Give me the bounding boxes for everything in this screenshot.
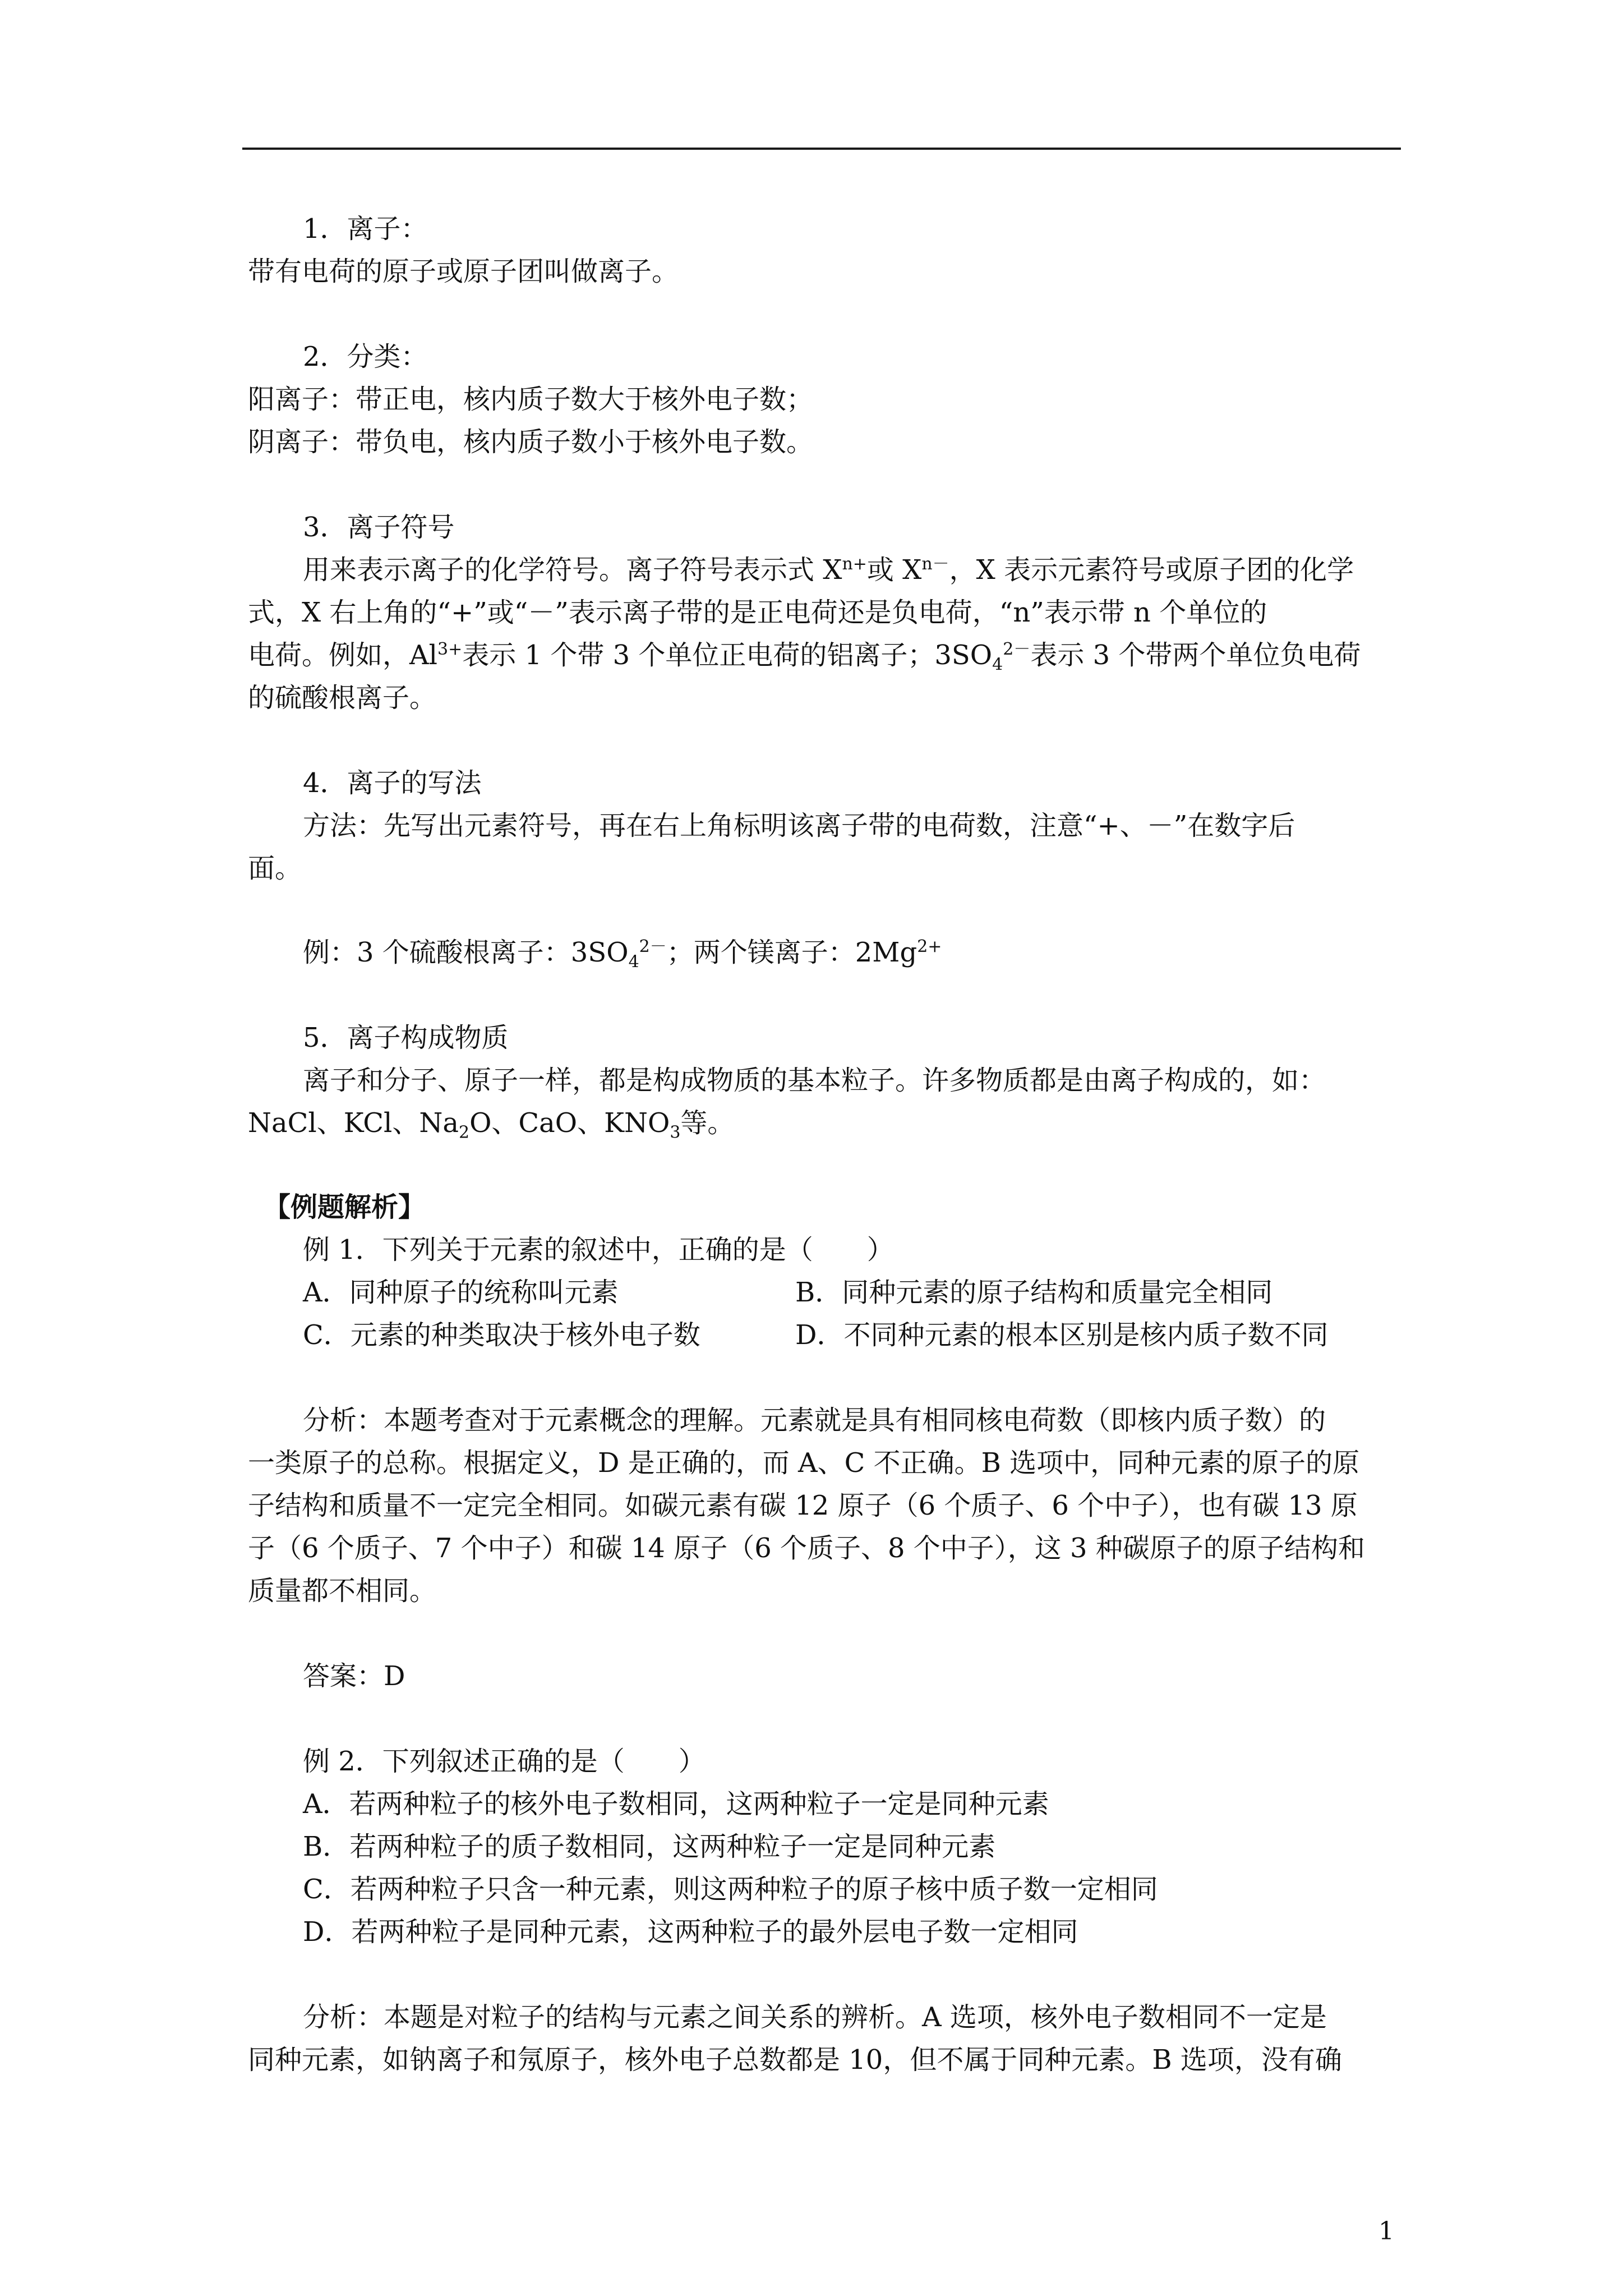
- page-number: 1: [1378, 2217, 1394, 2246]
- example-2-option-b: B．若两种粒子的质子数相同，这两种粒子一定是同种元素: [303, 1831, 996, 1862]
- section-3-line-1: 用来表示离子的化学符号。离子符号表示式 $X^{n+}$或 $X^{n-}$，X 表示元素符号或原子团的化学: [303, 554, 1354, 586]
- section-4-example: 例：3 个硫酸根离子：$3SO_4^{2-}$；两个镁离子：$2Mg^{2+}$: [303, 937, 942, 972]
- example-2-option-d: D．若两种粒子是同种元素，这两种粒子的最外层电子数一定相同: [303, 1916, 1078, 1948]
- example-2-analysis-line-1: 分析：本题是对粒子的结构与元素之间关系的辨析。A 选项，核外电子数相同不一定是: [303, 2001, 1327, 2033]
- section-4-title: 4．离子的写法: [303, 767, 482, 799]
- example-1-answer: 答案：D: [303, 1660, 405, 1692]
- section-5-line-2: NaCl、KCl、$Na_2O$、CaO、$KNO_3$等。: [248, 1107, 735, 1143]
- example-1-option-a: A．同种原子的统称叫元素: [303, 1277, 619, 1308]
- section-3-line-2: 式，X 右上角的“+”或“－”表示离子带的是正电荷还是负电荷，“n”表示带 n 个单位的: [248, 597, 1267, 628]
- section-3-line-3: 电荷。例如，$Al^{3+}$表示 1 个带 3 个单位正电荷的铝离子；$3SO_4^{2-}$表示 3 个带两个单位负电荷: [248, 639, 1361, 675]
- example-2-question: 例 2．下列叙述正确的是（ ）: [303, 1746, 706, 1777]
- section-2-anion: 阴离子：带负电，核内质子数小于核外电子数。: [248, 426, 814, 458]
- example-1-analysis-line-1: 分析：本题考查对于元素概念的理解。元素就是具有相同核电荷数（即核内质子数）的: [303, 1405, 1326, 1436]
- example-2-option-c: C．若两种粒子只含一种元素，则这两种粒子的原子核中质子数一定相同: [303, 1874, 1158, 1905]
- section-3-title: 3．离子符号: [303, 512, 455, 543]
- section-4-line-2: 面。: [248, 853, 302, 884]
- example-2-option-a: A．若两种粒子的核外电子数相同，这两种粒子一定是同种元素: [303, 1788, 1049, 1820]
- section-1-text: 带有电荷的原子或原子团叫做离子。: [248, 256, 679, 287]
- example-1-option-d: D．不同种元素的根本区别是核内质子数不同: [795, 1319, 1329, 1351]
- example-1-analysis-line-2: 一类原子的总称。根据定义，D 是正确的，而 A、C 不正确。B 选项中，同种元素的原子的原: [248, 1447, 1360, 1479]
- section-5-line-1: 离子和分子、原子一样，都是构成物质的基本粒子。许多物质都是由离子构成的，如：: [303, 1065, 1326, 1096]
- section-3-line-4: 的硫酸根离子。: [248, 682, 437, 714]
- example-1-analysis-line-4: 子（6 个质子、7 个中子）和碳 14 原子（6 个质子、8 个中子），这 3 种碳原子的原子结构和: [248, 1533, 1365, 1564]
- section-5-title: 5．离子构成物质: [303, 1022, 509, 1053]
- section-4-line-1: 方法：先写出元素符号，再在右上角标明该离子带的电荷数，注意“+、－”在数字后: [303, 810, 1295, 841]
- example-1-question: 例 1．下列关于元素的叙述中，正确的是（ ）: [303, 1234, 894, 1266]
- example-1-analysis-line-5: 质量都不相同。: [248, 1575, 437, 1607]
- example-1-option-b: B．同种元素的原子结构和质量完全相同: [795, 1277, 1273, 1308]
- example-1-analysis-line-3: 子结构和质量不一定完全相同。如碳元素有碳 12 原子（6 个质子、6 个中子），也有碳 13 原: [248, 1490, 1358, 1521]
- examples-heading: 【例题解析】: [264, 1191, 426, 1223]
- section-2-title: 2．分类：: [303, 341, 428, 372]
- section-1-title: 1．离子：: [303, 213, 428, 245]
- section-2-cation: 阳离子：带正电，核内质子数大于核外电子数；: [248, 384, 814, 415]
- example-2-analysis-line-2: 同种元素，如钠离子和氖原子，核外电子总数都是 10，但不属于同种元素。B 选项，没有确: [248, 2044, 1342, 2076]
- example-1-option-c: C．元素的种类取决于核外电子数: [303, 1319, 700, 1351]
